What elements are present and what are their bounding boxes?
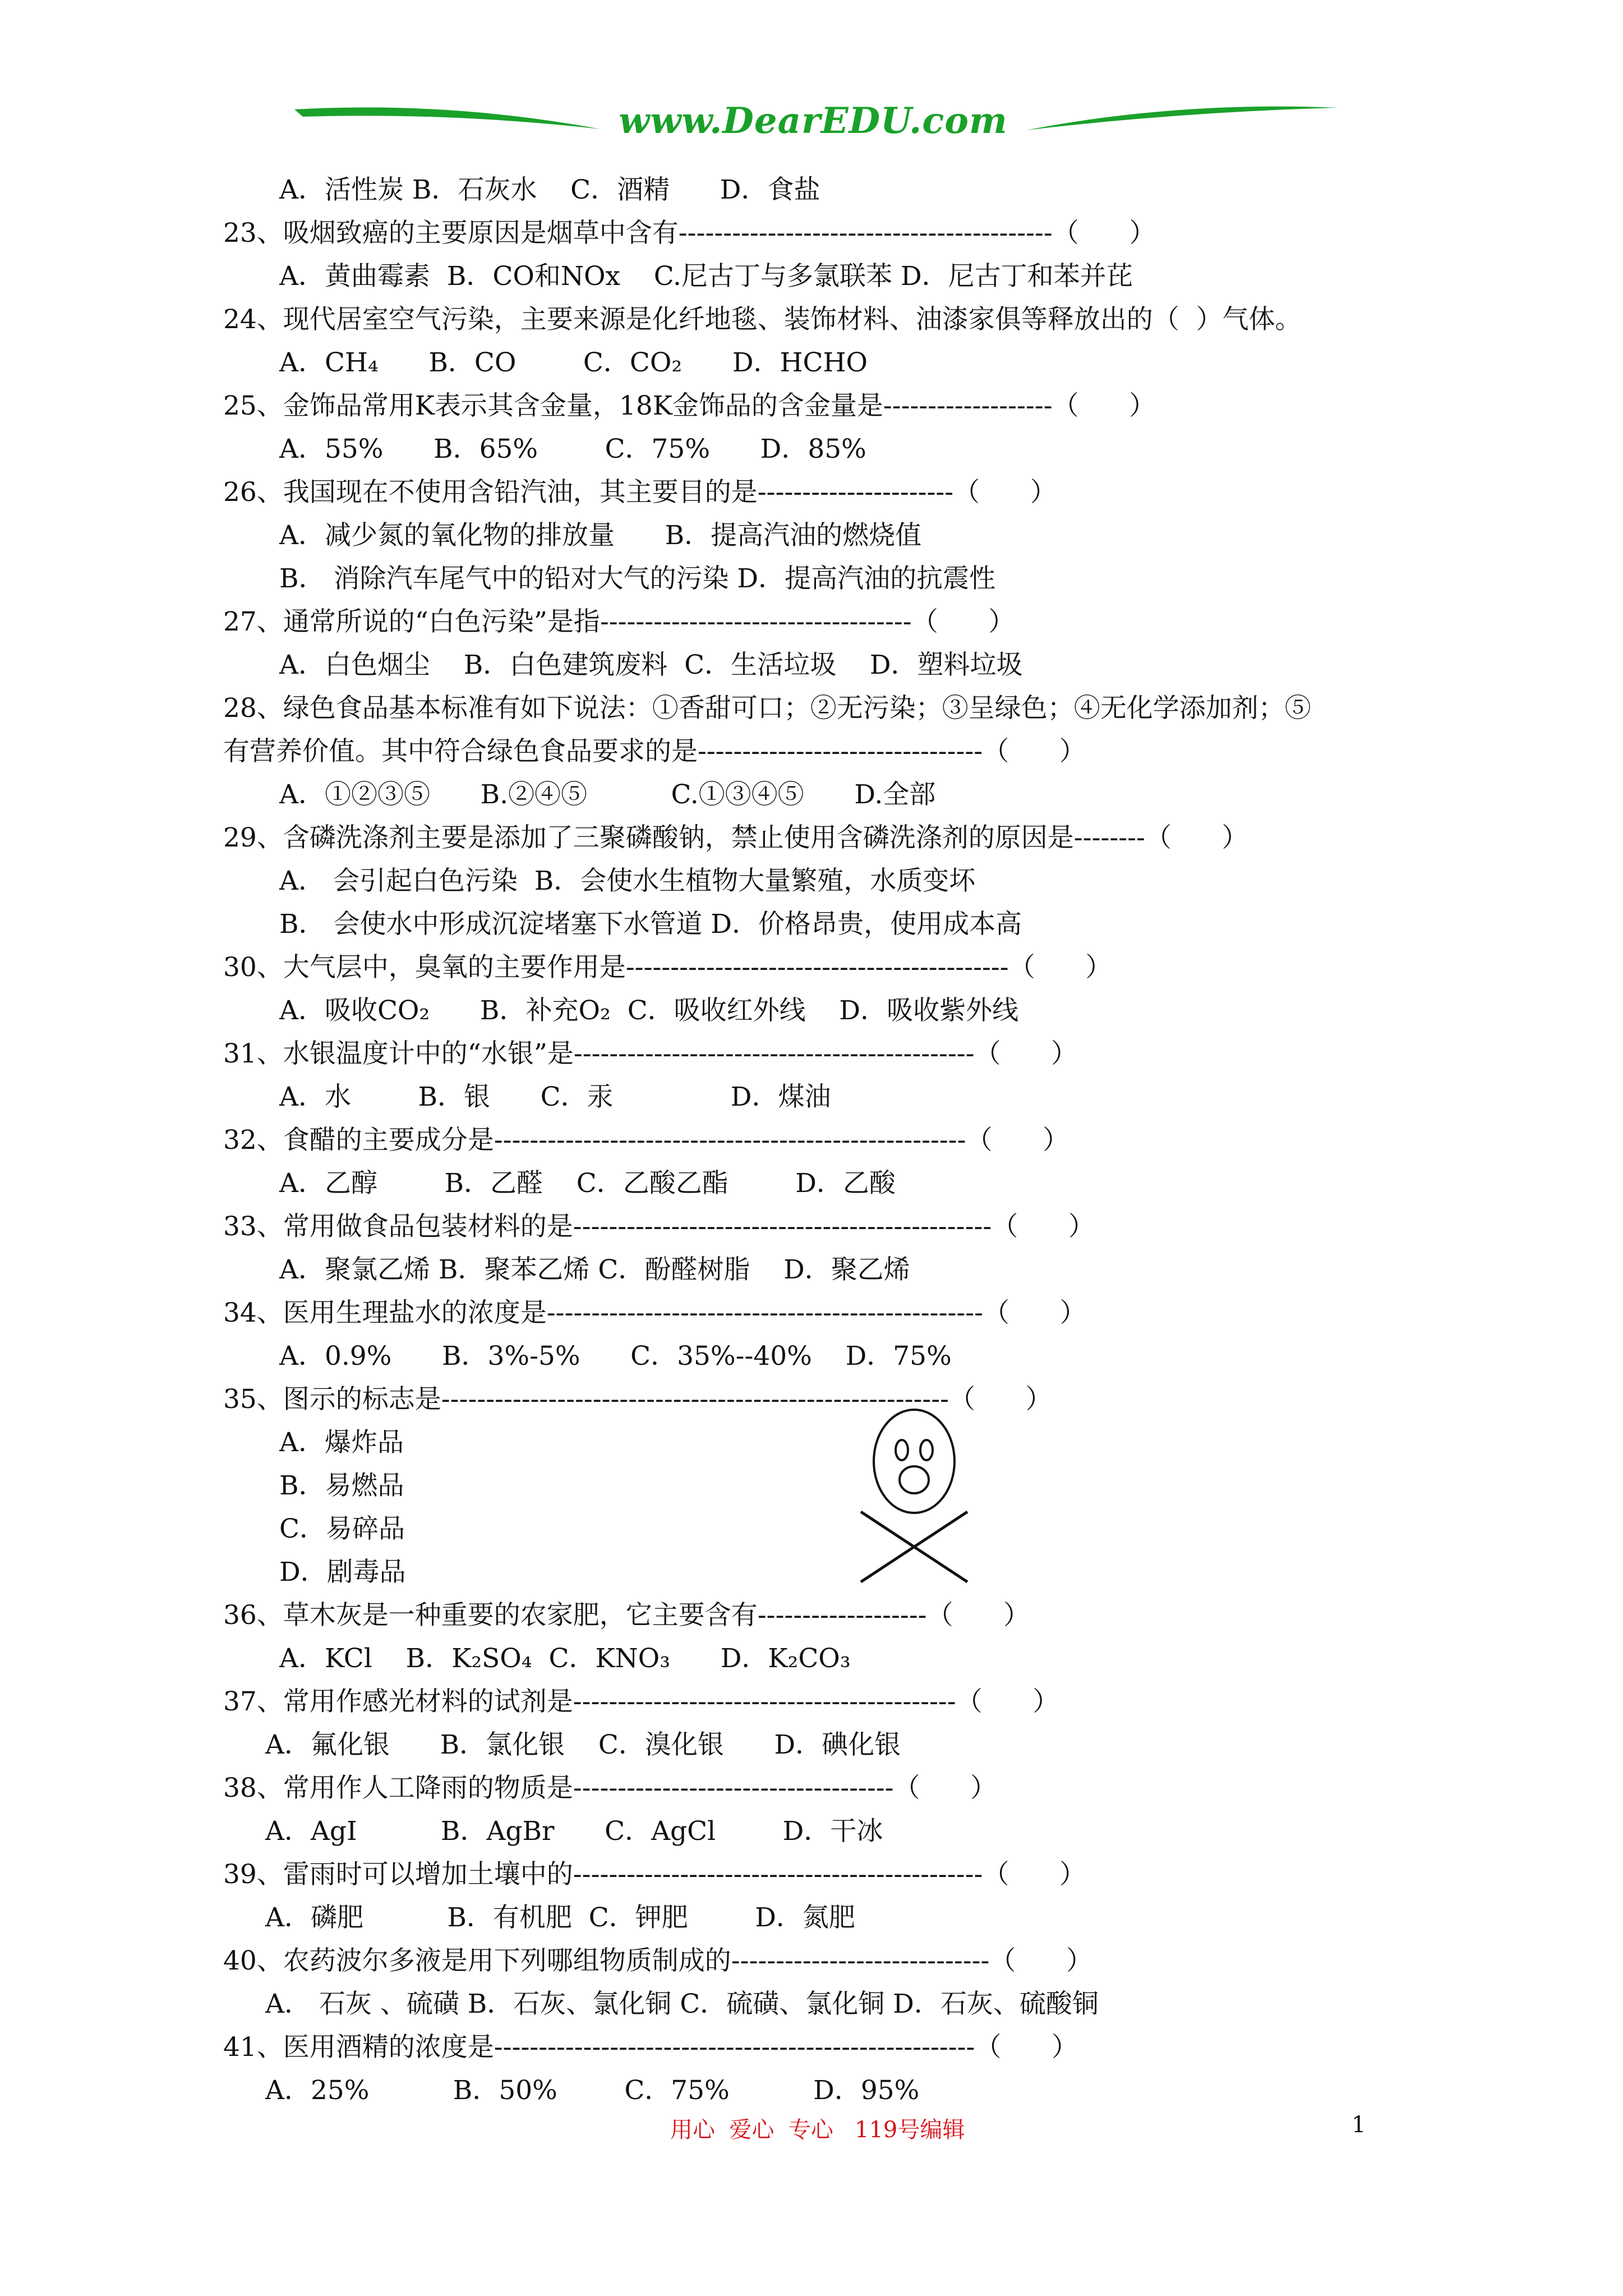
question-line: 25、金饰品常用K表示其含金量，18K金饰品的含金量是-------------------（ ） <box>223 390 1156 421</box>
options-line: A． 石灰 、硫磺 B．石灰、氯化铜 C．硫磺、氯化铜 D．石灰、硫酸铜 <box>265 1989 1099 2019</box>
question-line: 34、医用生理盐水的浓度是-------------------------------------------------（ ） <box>223 1297 1086 1328</box>
options-line: A．0.9% B．3%-5% C．35%--40% D．75% <box>279 1341 952 1372</box>
question-line: 33、常用做食品包装材料的是-----------------------------------------------（ ） <box>223 1211 1095 1242</box>
options-line: A．乙醇 B．乙醛 C．乙酸乙酯 D．乙酸 <box>279 1168 896 1199</box>
options-line: A．减少氮的氧化物的排放量 B．提高汽油的燃烧值 <box>279 520 922 551</box>
options-line: A．水 B．银 C．汞 D．煤油 <box>279 1082 831 1112</box>
question-line: 38、常用作人工降雨的物质是------------------------------------（ ） <box>223 1773 997 1803</box>
options-line: A．①②③⑤ B.②④⑤ C.①③④⑤ D.全部 <box>279 779 936 810</box>
skull-right-eye <box>920 1440 933 1460</box>
footer-text: 用心 爱心 专心 119号编辑 <box>670 2117 965 2143</box>
options-line: A．CH₄ B．CO C．CO₂ D．HCHO <box>279 347 868 378</box>
page-number: 1 <box>1352 2112 1366 2138</box>
question-line: 40、农药波尔多液是用下列哪组物质制成的-----------------------------（ ） <box>223 1945 1092 1976</box>
left-swoosh-icon <box>294 108 600 129</box>
skull-left-eye <box>896 1440 908 1460</box>
options-line: A．磷肥 B．有机肥 C．钾肥 D．氮肥 <box>265 1902 855 1933</box>
options-line: B． 消除汽车尾气中的铅对大气的污染 D．提高汽油的抗震性 <box>279 563 996 594</box>
options-line: A．55% B．65% C．75% D．85% <box>279 434 866 464</box>
options-line: A．爆炸品 <box>279 1427 404 1458</box>
question-line: 32、食醋的主要成分是-----------------------------------------------------（ ） <box>223 1125 1069 1156</box>
options-line: A．25% B．50% C．75% D．95% <box>265 2075 920 2106</box>
options-line: A．白色烟尘 B．白色建筑废料 C．生活垃圾 D．塑料垃圾 <box>279 650 1023 680</box>
skull-outline <box>874 1410 955 1513</box>
question-line: 24、现代居室空气污染，主要来源是化纤地毯、装饰材料、油漆家俱等释放出的（ ）气体。 <box>223 304 1302 335</box>
question-line: 23、吸烟致癌的主要原因是烟草中含有------------------------------------------（ ） <box>223 218 1156 249</box>
page-header <box>0 90 1623 168</box>
question-line: 30、大气层中，臭氧的主要作用是-------------------------------------------（ ） <box>223 952 1112 983</box>
skull-mouth <box>900 1466 929 1493</box>
question-line: 36、草木灰是一种重要的农家肥，它主要含有-------------------（ ） <box>223 1600 1030 1631</box>
options-line: A．活性炭 B．石灰水 C．酒精 D．食盐 <box>279 174 820 205</box>
question-line: 37、常用作感光材料的试剂是-------------------------------------------（ ） <box>223 1686 1059 1717</box>
question-list <box>223 168 1423 2112</box>
options-line: B． 会使水中形成沉淀堵塞下水管道 D．价格昂贵，使用成本高 <box>279 909 1022 940</box>
options-line: D．剧毒品 <box>279 1557 406 1588</box>
site-url[interactable]: www.DearEDU.com <box>619 100 1008 142</box>
options-line: B．易燃品 <box>279 1470 404 1501</box>
question-line: 27、通常所说的“白色污染”是指-----------------------------------（ ） <box>223 606 1015 637</box>
options-line: A． 会引起白色污染 B．会使水生植物大量繁殖，水质变坏 <box>279 866 976 896</box>
options-line: A．黄曲霉素 B．CO和NOx C.尼古丁与多氯联苯 D．尼古丁和苯并芘 <box>279 261 1133 292</box>
options-line: C．易碎品 <box>279 1513 405 1544</box>
options-line: A．AgI B．AgBr C．AgCl D．干冰 <box>265 1816 883 1847</box>
question-line: 29、含磷洗涤剂主要是添加了三聚磷酸钠，禁止使用含磷洗涤剂的原因是--------（ ） <box>223 822 1248 853</box>
options-line: A．吸收CO₂ B．补充O₂ C．吸收红外线 D．吸收紫外线 <box>279 995 1019 1026</box>
right-swoosh-icon <box>1026 107 1338 130</box>
question-line: 41、医用酒精的浓度是------------------------------------------------------（ ） <box>223 2032 1078 2063</box>
question-line: 28、绿色食品基本标准有如下说法：①香甜可口；②无污染；③呈绿色；④无化学添加剂；⑤ <box>223 693 1311 724</box>
question-continuation: 有营养价值。其中符合绿色食品要求的是--------------------------------（ ） <box>223 736 1086 767</box>
options-line: A．KCl B．K₂SO₄ C．KNO₃ D．K₂CO₃ <box>279 1643 851 1674</box>
question-line: 39、雷雨时可以增加土壤中的----------------------------------------------（ ） <box>223 1859 1086 1890</box>
options-line: A．聚氯乙烯 B．聚苯乙烯 C．酚醛树脂 D．聚乙烯 <box>279 1254 910 1285</box>
options-line: A．氟化银 B．氯化银 C．溴化银 D．碘化银 <box>265 1729 901 1760</box>
question-line: 31、水银温度计中的“水银”是---------------------------------------------（ ） <box>223 1038 1078 1069</box>
poison-symbol-figure <box>847 1408 981 1588</box>
question-line: 35、图示的标志是---------------------------------------------------------（ ） <box>223 1384 1052 1415</box>
question-line: 26、我国现在不使用含铅汽油，其主要目的是----------------------（ ） <box>223 477 1057 508</box>
